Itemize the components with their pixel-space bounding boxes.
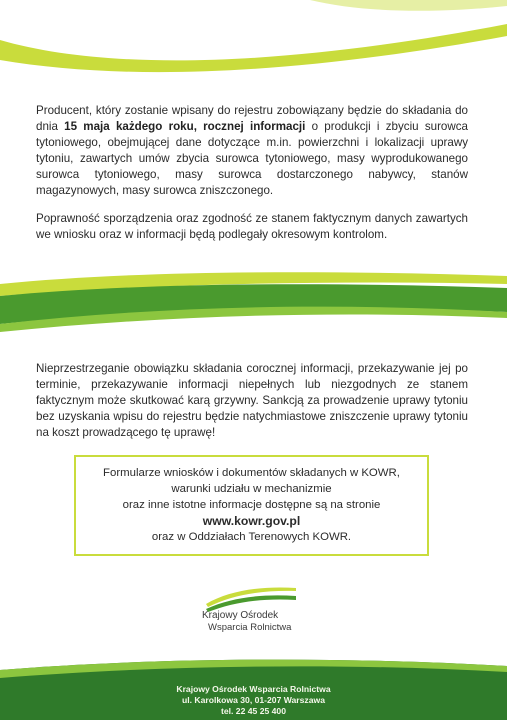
logo-line2: Wsparcia Rolnictwa [208, 622, 292, 633]
paragraph-annual-information [36, 103, 468, 199]
footer-phone: tel. 22 45 25 400 [221, 706, 286, 716]
middle-wave-decoration [0, 262, 507, 338]
kowr-logo-text [196, 610, 316, 634]
info-line-conditions: warunki udziału w mechanizmie [171, 483, 332, 495]
info-box [74, 455, 429, 556]
footer-address [0, 675, 507, 720]
info-line-other: oraz inne istotne informacje dostępne są na stronie [122, 499, 381, 511]
kowr-logo-icon [200, 582, 300, 612]
info-line-offices: oraz w Oddziałach Terenowych KOWR. [151, 531, 352, 543]
footer-street: ul. Karolkowa 30, 01-207 Warszawa [182, 695, 325, 705]
paragraph1-deadline: 15 maja każdego roku, rocznej informacji [64, 119, 306, 133]
paragraph-controls: Poprawność sporządzenia oraz zgodność ze stanem faktycznym danych zawartych we wniosku oraz w informacji będą podlegały okresowym kontrolom. [36, 211, 468, 241]
info-line-forms: Formularze wniosków i dokumentów składanych w KOWR, [103, 467, 400, 479]
website-link[interactable]: www.kowr.gov.pl [202, 514, 301, 528]
paragraph-penalties: Nieprzestrzeganie obowiązku składania corocznej informacji, przekazywanie jej po terminie, przekazywanie informacji niepełnych lub niezgodnych ze stanem faktycznym może skutkować karą grzywny. Sankcją za prowadzenie uprawy tytoniu bez uzyskania wpisu do rejestru będzie natychmiastowe zniszczenie uprawy tytoniu na koszt prowadzącego tę uprawę! [36, 361, 468, 439]
paragraph1-text-end: o produkcji i zbyciu surowca tytoniowego, obejmującej dane dotyczące m.in. powierzchni i lokalizacji uprawy tytoniu, zawartych umów zbycia surowca tytoniowego, masy wyprodukowanego surowca tytoniowego, masy surowca dostarczonego nabywcy, stanów magazynowych, masy surowca zniszczonego. [36, 119, 468, 197]
logo-line1: Krajowy Ośrodek [202, 610, 279, 621]
paragraph1-text: Producent, który zostanie wpisany do rejestru zobowiązany będzie do składania do dnia [36, 103, 468, 133]
top-wave-decoration [0, 0, 507, 80]
footer-org-name: Krajowy Ośrodek Wsparcia Rolnictwa [176, 684, 331, 694]
